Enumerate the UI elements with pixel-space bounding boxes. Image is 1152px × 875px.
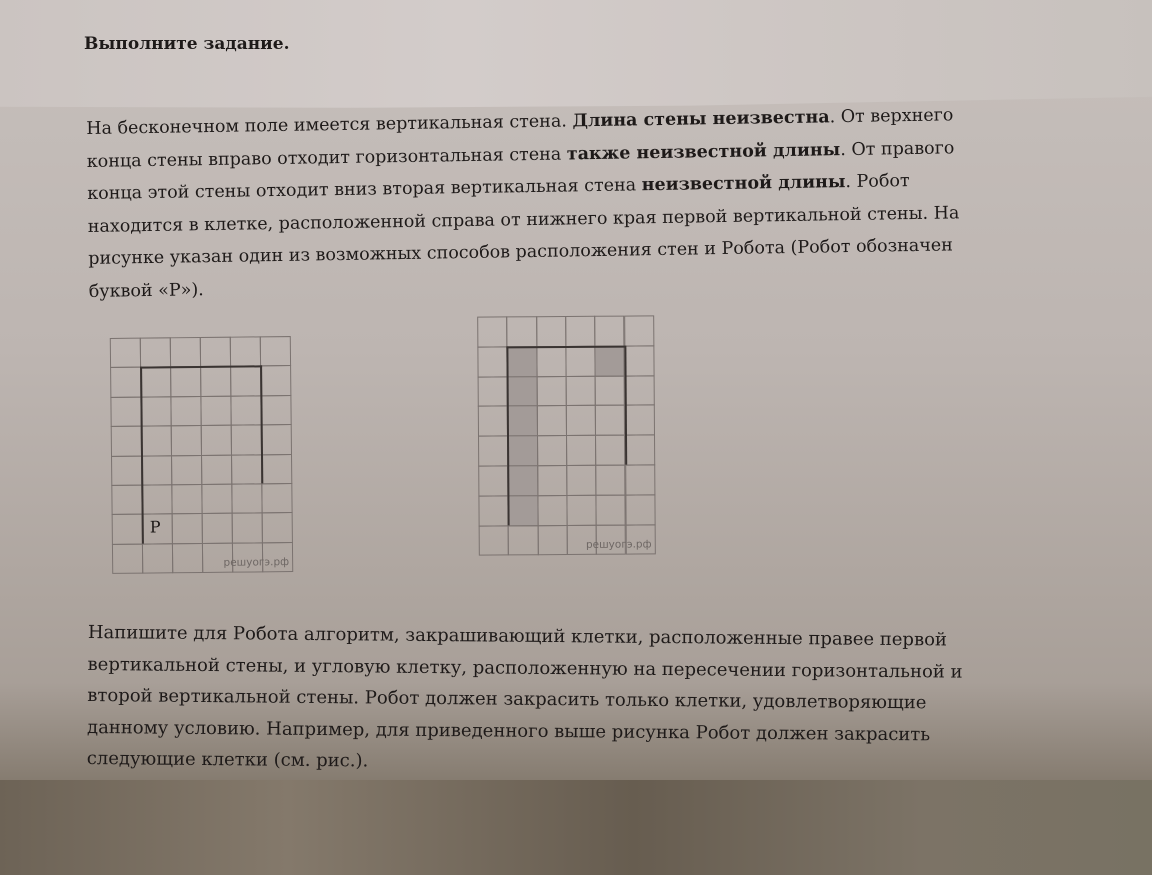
grid-cell — [201, 484, 232, 515]
grid-cell — [506, 316, 537, 347]
grid-cell — [565, 316, 596, 347]
grid-cell — [537, 435, 568, 466]
grid-cell — [261, 424, 292, 455]
statement-text: . Робот — [845, 171, 910, 193]
task-line: вертикальной стены, и угловую клетку, расположенную на пересечении горизонтальной и — [87, 653, 963, 683]
grid-cell — [566, 495, 597, 526]
shaded-cell — [595, 345, 626, 376]
grid-cell — [261, 454, 292, 485]
grid-cell — [624, 345, 655, 376]
grid-cell — [232, 513, 263, 544]
grid-cell — [170, 366, 201, 397]
grid-cell — [141, 425, 172, 456]
grid-cell — [262, 512, 293, 543]
watermark: решуогэ.рф — [223, 556, 290, 569]
grid-cell — [624, 405, 655, 436]
grid-cell — [142, 543, 173, 574]
grid-cell — [478, 406, 509, 437]
task-instructions — [87, 617, 1048, 783]
grid-cell — [565, 346, 596, 377]
task-line: второй вертикальной стены. Робот должен закрасить только клетки, удовлетворяющие — [87, 684, 927, 714]
grid-cell — [508, 525, 539, 556]
grid-cell — [624, 375, 655, 406]
grid-cell — [624, 435, 655, 466]
grid-cell — [200, 395, 231, 426]
grid-cell — [260, 395, 291, 426]
grid-cell — [537, 495, 568, 526]
grid-cell — [170, 396, 201, 427]
grid-cell — [170, 337, 201, 368]
statement-text: . От верхнего — [829, 105, 954, 128]
grid-cell — [140, 367, 171, 398]
grid-cell — [478, 436, 509, 467]
grid-cell — [112, 514, 143, 545]
grid-cell — [172, 513, 203, 544]
task-line: Напишите для Робота алгоритм, закрашивающий клетки, расположенные правее первой — [87, 621, 948, 651]
grid-cell — [260, 336, 291, 367]
grid-cell — [625, 464, 656, 495]
grid-cell — [595, 375, 626, 406]
robot-marker: Р — [149, 517, 161, 537]
statement-text: . От правого — [840, 137, 955, 160]
statement-text: конца стены вправо отходит горизонтальная стена — [86, 143, 567, 172]
grid-cell — [536, 405, 567, 436]
grid-cell — [260, 365, 291, 396]
grid-cell — [231, 483, 262, 514]
grid-cell — [171, 484, 202, 515]
grid-cell — [200, 366, 231, 397]
grid-cell — [594, 316, 625, 347]
shaded-cell — [508, 465, 539, 496]
watermark: решуогэ.рф — [585, 538, 652, 552]
grid-cell — [200, 337, 231, 368]
emphasis-text: также неизвестной длины — [566, 139, 841, 164]
grid-cell — [261, 483, 292, 514]
grid-cell — [478, 465, 509, 496]
grid-cell — [566, 405, 597, 436]
grid-cell — [230, 366, 261, 397]
grid-cell — [595, 435, 626, 466]
statement-text: На бесконечном поле имеется вертикальная стена. — [86, 111, 573, 139]
grid-cell — [537, 465, 568, 496]
grid-cell — [477, 316, 508, 347]
grid-cell — [479, 525, 510, 556]
grid-cell — [624, 315, 655, 346]
grid-cell — [566, 465, 597, 496]
grid-cell — [201, 425, 232, 456]
grid-cell — [565, 375, 596, 406]
grid-field — [110, 336, 292, 573]
grid-cell — [231, 425, 262, 456]
grid-cell — [625, 494, 656, 525]
grid-cell — [141, 484, 172, 515]
figure-initial-position — [110, 336, 292, 573]
grid-cell — [231, 454, 262, 485]
statement-text: буквой «Р»). — [88, 279, 204, 302]
grid-cell — [141, 455, 172, 486]
grid-cell — [477, 346, 508, 377]
table-surface — [0, 780, 1152, 875]
task-line: следующие клетки (см. рис.). — [86, 747, 369, 772]
grid-cell — [478, 376, 509, 407]
grid-cell — [111, 426, 142, 457]
paper-fold-top — [0, 0, 1152, 110]
grid-cell — [536, 376, 567, 407]
shaded-cell — [507, 435, 538, 466]
problem-statement — [86, 98, 1049, 308]
task-line: данному условию. Например, для приведенного выше рисунка Робот должен закрасить — [86, 716, 931, 745]
shaded-cell — [507, 406, 538, 437]
statement-text: находится в клетке, расположенной справа от нижнего края первой вертикальной стены. На — [87, 202, 960, 237]
grid-cell — [230, 336, 261, 367]
figure-expected-result — [477, 315, 654, 555]
grid-cell — [140, 396, 171, 427]
emphasis-text: Длина стены неизвестна — [572, 107, 830, 132]
grid-cell — [201, 454, 232, 485]
grid-cell — [172, 543, 203, 574]
grid-cell — [171, 455, 202, 486]
grid-cell — [595, 465, 626, 496]
grid-cell — [110, 396, 141, 427]
grid-cell — [112, 543, 143, 574]
grid-cell — [536, 346, 567, 377]
task-heading: Выполните задание. — [84, 34, 290, 54]
shaded-cell — [507, 346, 538, 377]
grid-cell — [110, 338, 141, 369]
grid-cell — [536, 316, 567, 347]
emphasis-text: неизвестной длины — [641, 172, 846, 196]
grid-cell — [171, 425, 202, 456]
statement-text: рисунке указан один из возможных способов расположения стен и Робота (Робот обозначен — [88, 235, 954, 269]
grid-cell — [111, 455, 142, 486]
grid-cell — [202, 513, 233, 544]
grid-cell — [230, 395, 261, 426]
shaded-cell — [508, 495, 539, 526]
grid-cell — [595, 405, 626, 436]
grid-field — [477, 315, 654, 555]
shaded-cell — [507, 376, 538, 407]
grid-cell — [596, 494, 627, 525]
grid-cell — [140, 337, 171, 368]
grid-cell — [110, 367, 141, 398]
statement-text: конца этой стены отходит вниз вторая вертикальная стена — [87, 175, 642, 204]
grid-cell — [111, 485, 142, 516]
grid-cell — [478, 495, 509, 526]
grid-cell — [537, 525, 568, 556]
grid-cell — [566, 435, 597, 466]
